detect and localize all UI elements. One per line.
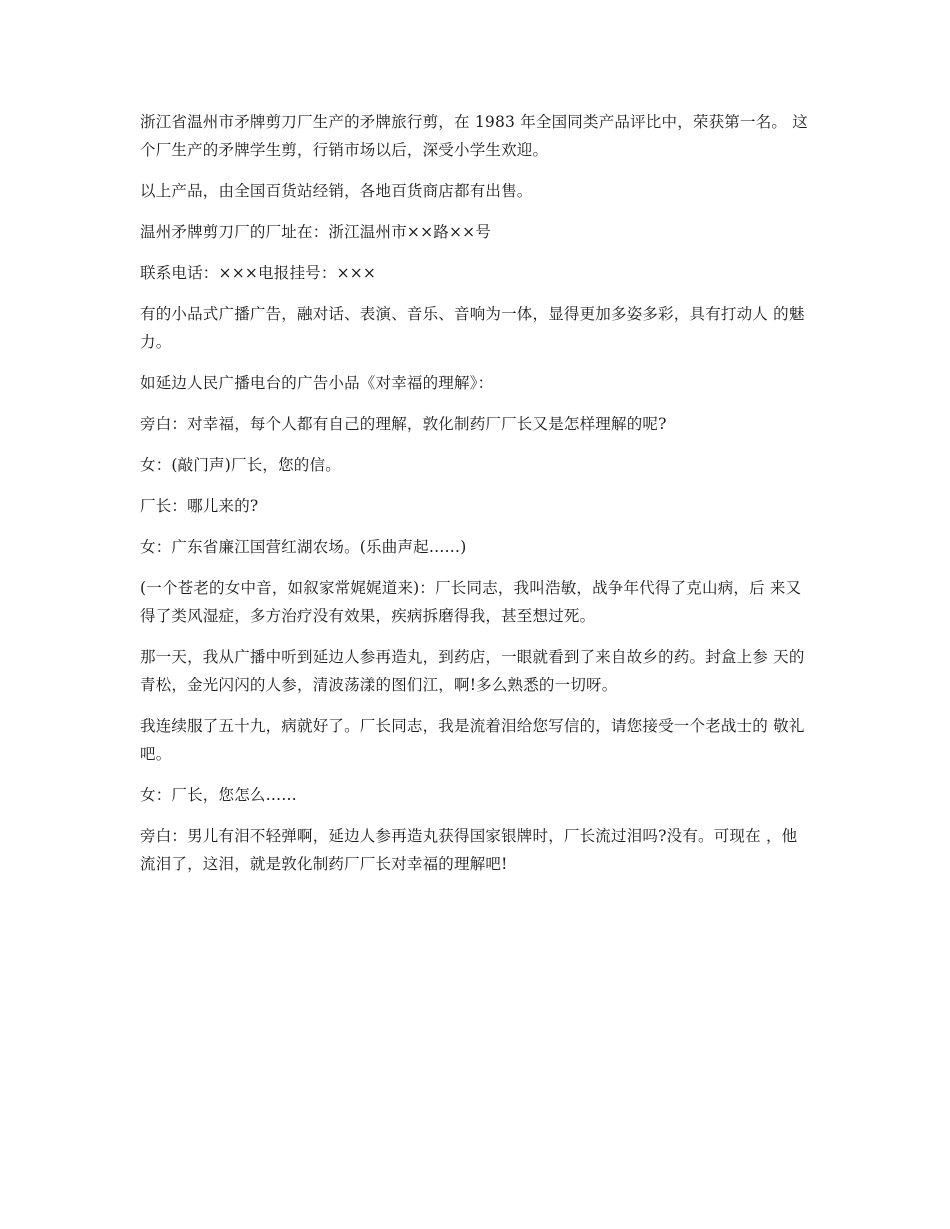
paragraph-narration-2: 旁白：男儿有泪不轻弹啊，延边人参再造丸获得国家银牌时，厂长流过泪吗?没有。可现在 ，他流泪了，这泪，就是敦化制药厂厂长对幸福的理解吧! bbox=[140, 827, 798, 873]
paragraph-example-title: 如延边人民广播电台的广告小品《对幸福的理解》： bbox=[140, 374, 494, 392]
paragraph-letter-1: (一个苍老的女中音，如叙家常娓娓道来)：厂长同志，我叫浩敏，战争年代得了克山病，后 来又得了类风湿症，多方治疗没有效果，疾病拆磨得我，甚至想过死。 bbox=[140, 579, 802, 625]
paragraph-dialogue-director: 厂长：哪儿来的? bbox=[140, 497, 259, 515]
paragraph-narration-1: 旁白：对幸福，每个人都有自己的理解，敦化制药厂厂长又是怎样理解的呢? bbox=[140, 415, 667, 433]
paragraph-dialogue-woman-3: 女：厂长，您怎么…… bbox=[140, 786, 298, 804]
paragraph-product-award: 浙江省温州市矛牌剪刀厂生产的矛牌旅行剪，在 1983 年全国同类产品评比中，荣获第一名。 这个厂生产的矛牌学生剪，行销市场以后，深受小学生欢迎。 bbox=[140, 113, 808, 159]
paragraph-dialogue-woman-1: 女：(敲门声)厂长，您的信。 bbox=[140, 456, 341, 474]
paragraph-distribution: 以上产品，由全国百货站经销，各地百货商店都有出售。 bbox=[140, 182, 533, 200]
paragraph-factory-address: 温州矛牌剪刀厂的厂址在：浙江温州市××路××号 bbox=[140, 223, 492, 241]
document-body bbox=[140, 108, 810, 891]
paragraph-contact: 联系电话：×××电报挂号：××× bbox=[140, 264, 377, 282]
paragraph-letter-3: 我连续服了五十九，病就好了。厂长同志，我是流着泪给您写信的，请您接受一个老战士的 敬礼吧。 bbox=[140, 717, 805, 763]
paragraph-dialogue-woman-2: 女：广东省廉江国营红湖农场。(乐曲声起……) bbox=[140, 538, 467, 556]
paragraph-radio-ad-intro: 有的小品式广播广告，融对话、表演、音乐、音响为一体，显得更加多姿多彩，具有打动人 的魅力。 bbox=[140, 305, 805, 351]
paragraph-letter-2: 那一天，我从广播中听到延边人参再造丸，到药店，一眼就看到了来自故乡的药。封盒上参 天的青松，金光闪闪的人参，清波荡漾的图们江，啊!多么熟悉的一切呀。 bbox=[140, 648, 805, 694]
